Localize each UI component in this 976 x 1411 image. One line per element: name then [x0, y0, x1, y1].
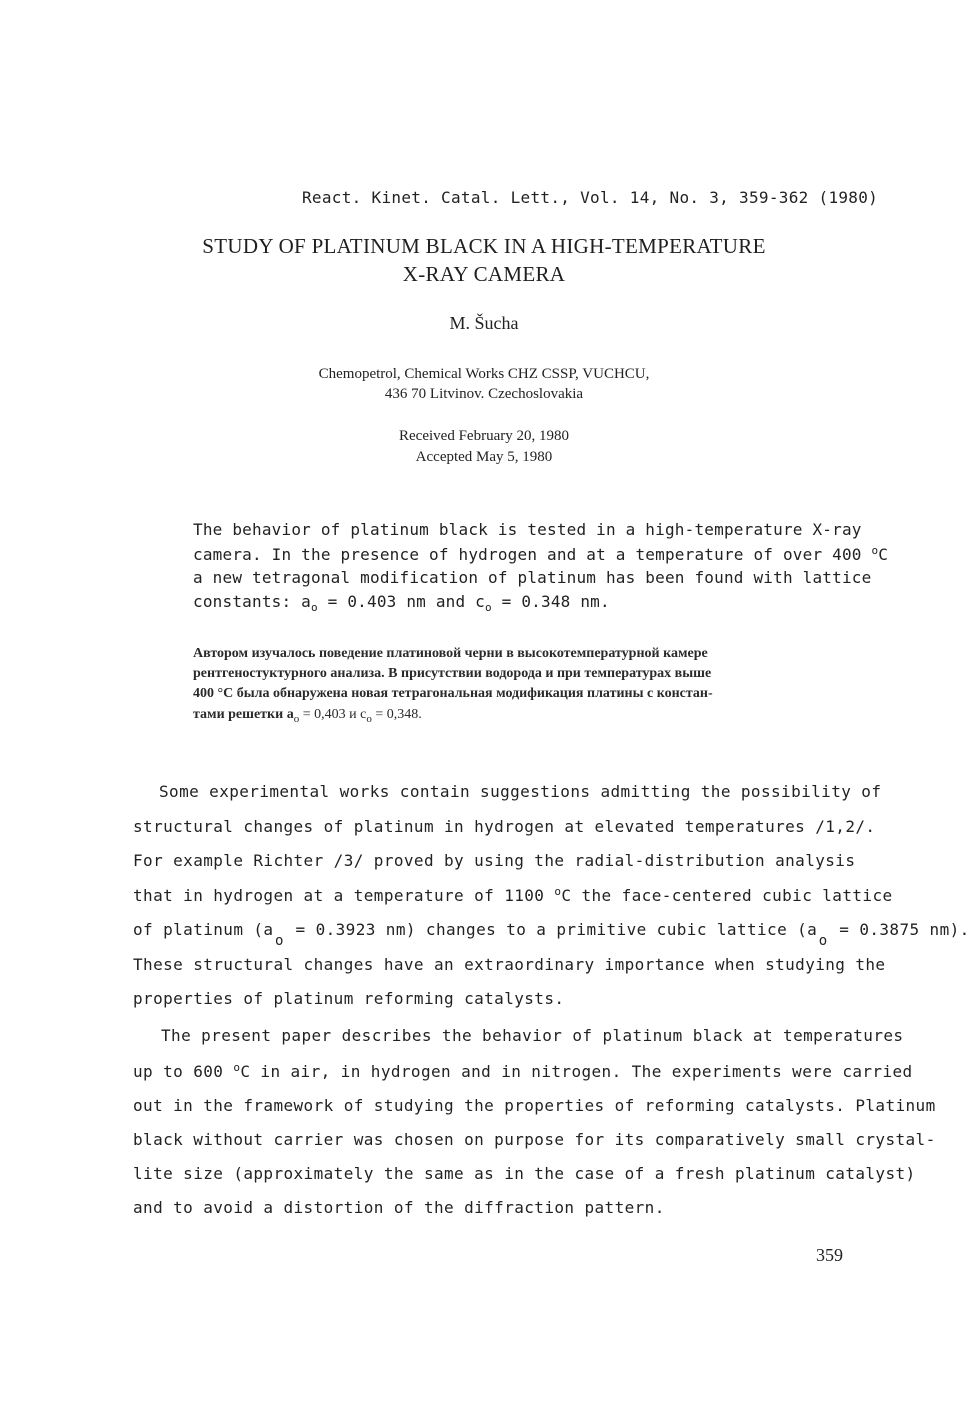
paragraph-1-line-4-text-a: that in hydrogen at a temperature of 1100: [133, 886, 555, 905]
subscript-o: o: [485, 601, 492, 614]
paragraph-1-line-3: For example Richter /3/ proved by using the radial-distribution analysis: [133, 851, 856, 870]
paragraph-2-line-2: [133, 1061, 913, 1081]
abstract-en-line-2: [193, 544, 888, 564]
degree-superscript: o: [554, 885, 562, 898]
degree-superscript: o: [233, 1061, 241, 1074]
paragraph-1-line-4-text-b: C the face-centered cubic lattice: [561, 886, 893, 905]
paragraph-1-line-2: structural changes of platinum in hydrogen at elevated temperatures /1,2/.: [133, 817, 876, 836]
degree-superscript: o: [871, 544, 879, 557]
paragraph-2-line-2-text-a: up to 600: [133, 1062, 234, 1081]
abstract-ru-line-4-text-a: тами решетки a: [193, 707, 294, 722]
subscript-o: o: [275, 933, 284, 949]
paragraph-1-line-5-text-c: = 0.3875 nm).: [829, 920, 970, 939]
abstract-en-line-4-text-c: = 0.348 nm.: [491, 592, 610, 611]
accepted-date: Accepted May 5, 1980: [415, 449, 553, 465]
abstract-ru-line-1: Автором изучалось поведение платиновой черни в высокотемпературной камере: [193, 646, 708, 661]
paragraph-1-line-5-text-a: of platinum (a: [133, 920, 274, 939]
subscript-o: o: [311, 601, 318, 614]
paragraph-2-line-3: out in the framework of studying the properties of reforming catalysts. Platinum: [133, 1096, 936, 1115]
abstract-en-line-3: a new tetragonal modification of platinum has been found with lattice: [193, 568, 872, 587]
paragraph-1-line-5: [133, 920, 970, 949]
paragraph-1-line-7: properties of platinum reforming catalysts.: [133, 989, 565, 1008]
paragraph-2-line-2-text-b: C in air, in hydrogen and in nitrogen. The experiments were carried: [240, 1062, 913, 1081]
abstract-en-line-2-text-a: camera. In the presence of hydrogen and at a temperature of over 400: [193, 545, 872, 564]
abstract-en-line-4-text-b: = 0.403 nm and c: [317, 592, 485, 611]
paragraph-2-line-5: lite size (approximately the same as in the case of a fresh platinum catalyst): [133, 1164, 916, 1183]
paragraph-1-line-5-text-b: = 0.3923 nm) changes to a primitive cubic lattice (a: [285, 920, 818, 939]
received-date: Received February 20, 1980: [399, 428, 569, 444]
subscript-o: o: [818, 933, 828, 949]
paper-title-line-2: X-RAY CAMERA: [402, 262, 566, 286]
paper-title-line-1: STUDY OF PLATINUM BLACK IN A HIGH-TEMPERATURE: [202, 234, 766, 258]
abstract-en-line-4: [193, 592, 610, 614]
paragraph-1-line-6: These structural changes have an extraordinary importance when studying the: [133, 955, 886, 974]
abstract-ru-line-2: рентгеностуктурного анализа. В присутствии водорода и при температурах выше: [193, 666, 712, 681]
abstract-en-line-2-text-b: C: [878, 545, 889, 564]
page-number: 359: [816, 1245, 843, 1265]
abstract-ru-line-4-text-c: = 0,348.: [371, 707, 422, 722]
subscript-o: o: [366, 713, 372, 725]
paragraph-1-line-4: [133, 885, 893, 905]
paragraph-2-line-1: The present paper describes the behavior of platinum black at temperatures: [161, 1026, 904, 1045]
affiliation-line-2: 436 70 Litvinov. Czechoslovakia: [384, 386, 584, 402]
journal-citation: React. Kinet. Catal. Lett., Vol. 14, No. 3, 359-362 (1980): [302, 188, 879, 207]
abstract-en-line-4-text-a: constants: a: [193, 592, 311, 611]
author-name: M. Šucha: [449, 313, 519, 333]
paragraph-2-line-4: black without carrier was chosen on purpose for its comparatively small crystal-: [133, 1130, 936, 1149]
abstract-en-line-1: The behavior of platinum black is tested in a high-temperature X-ray: [193, 520, 862, 539]
paragraph-2-line-6: and to avoid a distortion of the diffraction pattern.: [133, 1198, 665, 1217]
subscript-o: o: [293, 713, 300, 725]
paragraph-1-line-1: Some experimental works contain suggestions admitting the possibility of: [159, 782, 882, 801]
abstract-ru-line-4: [193, 707, 422, 725]
affiliation-line-1: Chemopetrol, Chemical Works CHZ CSSP, VUCHCU,: [318, 366, 650, 382]
abstract-ru-line-4-text-b: = 0,403 и c: [299, 707, 367, 722]
abstract-ru-line-3: 400 °C была обнаружена новая тетрагональная модификация платины с констан-: [193, 686, 713, 701]
